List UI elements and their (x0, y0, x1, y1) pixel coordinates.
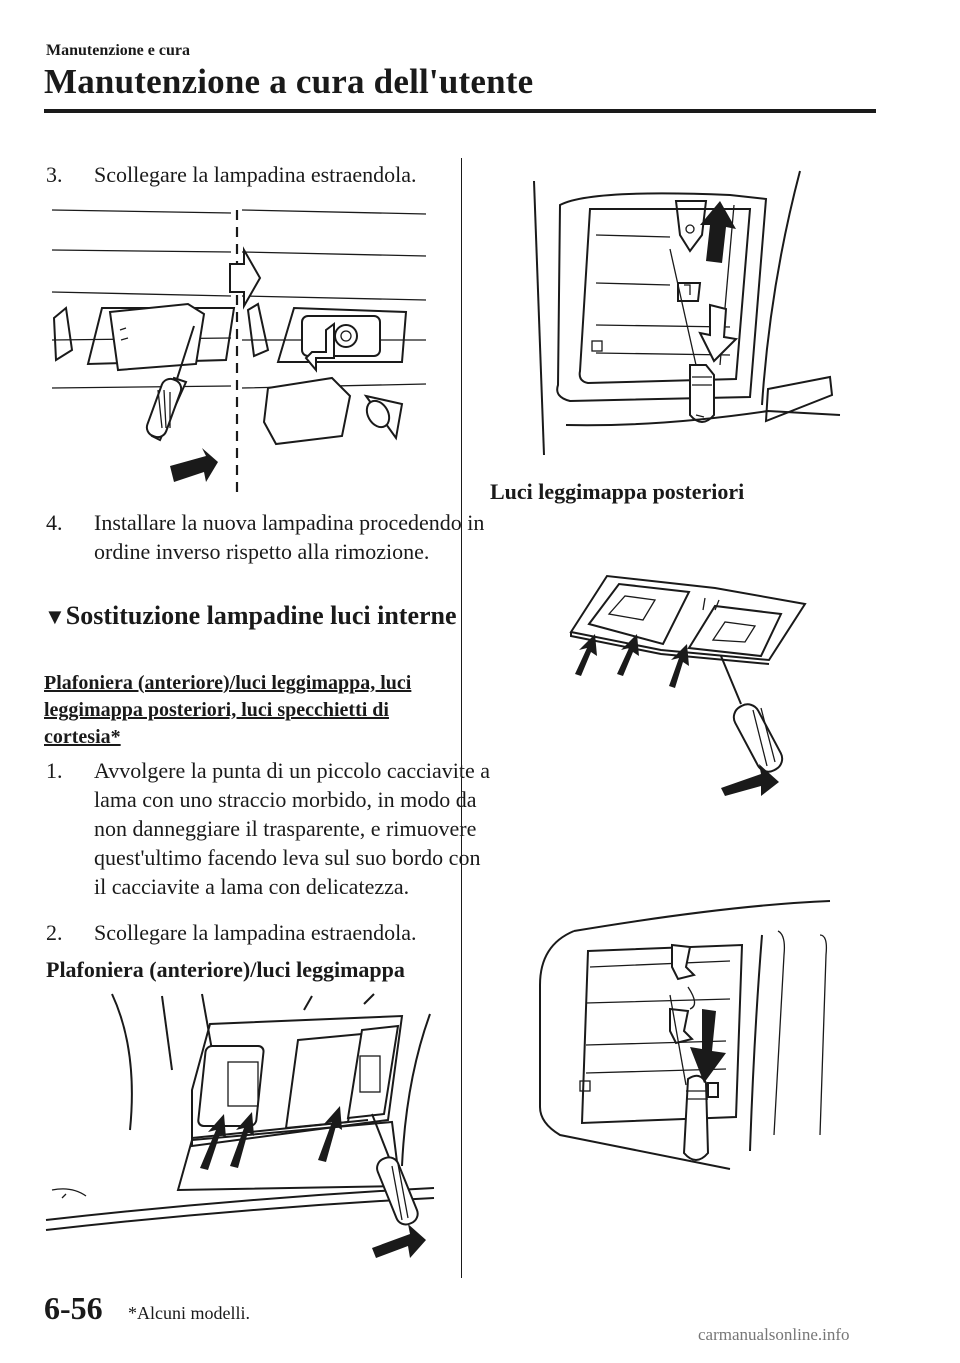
watermark: carmanualsonline.info (698, 1325, 850, 1344)
page-title: Manutenzione a cura dell'utente (44, 62, 534, 101)
caption-front-map-light: Plafoniera (anteriore)/luci leggimappa (46, 957, 405, 982)
illustration-front-map-light-bulb (530, 165, 850, 465)
column-divider (461, 158, 462, 1278)
page-number: 6-56 (44, 1290, 103, 1326)
step-number: 2. (46, 920, 63, 945)
step-2 (46, 918, 494, 947)
triangle-icon: ▼ (44, 604, 66, 629)
caption-rear-map-light: Luci leggimappa posteriori (490, 479, 745, 504)
step-text: Avvolgere la punta di un piccolo cacciavite a lama con uno straccio morbido, in modo da non danneggiare il trasparente, e rimuovere quest'ultimo facendo leva sul suo bordo con il cacciavite a lama con delicatezza. (94, 758, 491, 899)
step-number: 1. (46, 758, 63, 783)
subheading-text: Plafoniera (anteriore)/luci leggimappa, luci leggimappa posteriori, luci specchietti di cortesia* (44, 672, 412, 748)
step-3 (46, 160, 494, 189)
illustration-rear-map-light-bulb (530, 895, 840, 1185)
step-text: Installare la nuova lampadina procedendo in ordine inverso rispetto alla rimozione. (94, 510, 485, 564)
step-number: 3. (46, 162, 63, 187)
step-text: Scollegare la lampadina estraendola. (94, 920, 417, 945)
footnote: *Alcuni modelli. (128, 1303, 250, 1323)
title-rule (44, 109, 876, 113)
section-label: Manutenzione e cura (46, 42, 190, 59)
step-number: 4. (46, 510, 63, 535)
step-text: Scollegare la lampadina estraendola. (94, 162, 417, 187)
section-heading-text: Sostituzione lampadine luci interne (65, 601, 457, 630)
illustration-unplug-bulb (46, 200, 436, 495)
illustration-rear-map-light-lens-removal (565, 570, 815, 800)
subheading (44, 670, 436, 751)
step-4 (46, 508, 494, 566)
step-1 (46, 756, 494, 901)
section-heading (44, 600, 470, 633)
illustration-front-map-light-lens-removal (42, 990, 437, 1270)
